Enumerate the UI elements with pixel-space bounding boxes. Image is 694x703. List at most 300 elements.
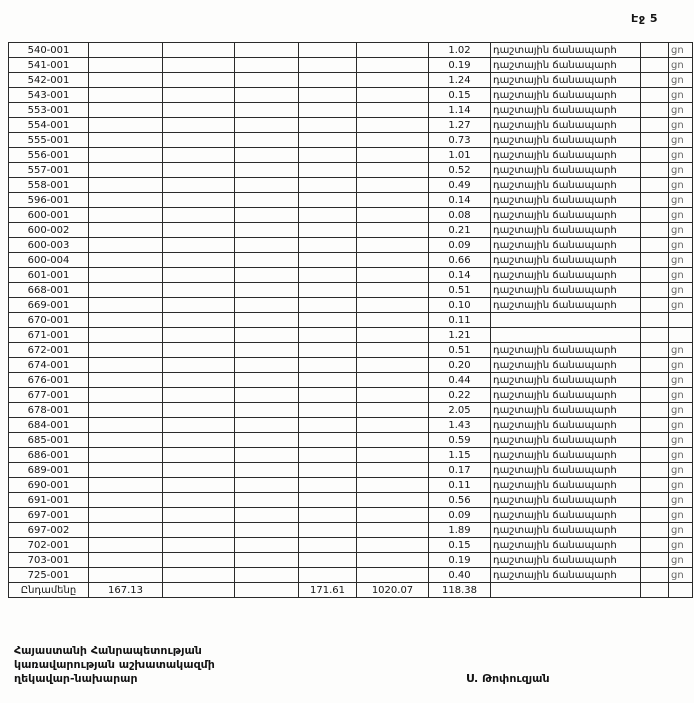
empty-cell: [163, 283, 235, 298]
margin-mark: ցո: [669, 73, 693, 88]
total-label: Ընդամենը: [9, 583, 89, 598]
empty-cell: [235, 223, 299, 238]
empty-cell: [235, 403, 299, 418]
value-cell: 0.66: [429, 253, 491, 268]
margin-mark: ցո: [669, 478, 693, 493]
table-row: [9, 433, 693, 448]
empty-cell: [89, 448, 163, 463]
empty-cell: [299, 493, 357, 508]
value-cell: 1.27: [429, 118, 491, 133]
desc-cell: դաշտային ճանապարհ: [491, 298, 641, 313]
empty-cell: [163, 133, 235, 148]
margin-mark: ցո: [669, 163, 693, 178]
table-row: [9, 343, 693, 358]
empty-cell: [163, 268, 235, 283]
empty-cell: [357, 253, 429, 268]
empty-cell: [641, 328, 669, 343]
empty-cell: [357, 388, 429, 403]
empty-cell: [235, 103, 299, 118]
empty-cell: [235, 148, 299, 163]
empty-cell: [235, 283, 299, 298]
empty-cell: [299, 373, 357, 388]
code-cell: 600-001: [9, 208, 89, 223]
margin-mark: ցո: [669, 298, 693, 313]
empty-cell: [235, 133, 299, 148]
empty-cell: [89, 313, 163, 328]
margin-mark: ցո: [669, 508, 693, 523]
value-cell: 0.11: [429, 313, 491, 328]
empty-cell: [235, 298, 299, 313]
table-row: [9, 403, 693, 418]
empty-cell: [163, 328, 235, 343]
empty-cell: [641, 313, 669, 328]
empty-cell: [357, 268, 429, 283]
desc-cell: դաշտային ճանապարհ: [491, 478, 641, 493]
empty-cell: [163, 73, 235, 88]
table-row: [9, 58, 693, 73]
value-cell: 1.02: [429, 43, 491, 58]
desc-cell: դաշտային ճանապարհ: [491, 448, 641, 463]
empty-cell: [235, 553, 299, 568]
empty-cell: [163, 178, 235, 193]
empty-cell: [641, 208, 669, 223]
empty-cell: [299, 313, 357, 328]
empty-cell: [89, 253, 163, 268]
empty-cell: [641, 163, 669, 178]
table-row: [9, 463, 693, 478]
margin-mark: ցո: [669, 418, 693, 433]
value-cell: 1.89: [429, 523, 491, 538]
empty-cell: [641, 133, 669, 148]
empty-cell: [163, 298, 235, 313]
code-cell: 542-001: [9, 73, 89, 88]
table-row: [9, 358, 693, 373]
value-cell: 0.08: [429, 208, 491, 223]
table-row: [9, 268, 693, 283]
value-cell: 0.19: [429, 58, 491, 73]
empty-cell: [641, 193, 669, 208]
empty-cell: [235, 43, 299, 58]
table-row: [9, 88, 693, 103]
code-cell: 725-001: [9, 568, 89, 583]
table-row: [9, 133, 693, 148]
empty-cell: [163, 463, 235, 478]
empty-cell: [235, 313, 299, 328]
empty-cell: [235, 493, 299, 508]
empty-cell: [89, 268, 163, 283]
code-cell: 669-001: [9, 298, 89, 313]
desc-cell: դաշտային ճանապարհ: [491, 553, 641, 568]
margin-mark: ցո: [669, 58, 693, 73]
empty-cell: [235, 523, 299, 538]
margin-mark: ցո: [669, 208, 693, 223]
code-cell: 558-001: [9, 178, 89, 193]
margin-mark: ցո: [669, 358, 693, 373]
total-col2: 167.13: [89, 583, 163, 598]
empty-cell: [163, 148, 235, 163]
code-cell: 596-001: [9, 193, 89, 208]
empty-cell: [641, 433, 669, 448]
footer-line-2: կառավարության աշխատակազմի: [14, 658, 215, 671]
empty-cell: [357, 463, 429, 478]
value-cell: 0.14: [429, 268, 491, 283]
empty-cell: [641, 373, 669, 388]
margin-mark: ցո: [669, 268, 693, 283]
desc-cell: դաշտային ճանապարհ: [491, 358, 641, 373]
empty-cell: [299, 163, 357, 178]
empty-cell: [163, 208, 235, 223]
empty-cell: [299, 463, 357, 478]
margin-mark: ցո: [669, 118, 693, 133]
empty-cell: [357, 418, 429, 433]
margin-mark: [669, 583, 693, 598]
value-cell: 0.09: [429, 238, 491, 253]
empty-cell: [641, 253, 669, 268]
desc-cell: դաշտային ճանապարհ: [491, 253, 641, 268]
margin-mark: ցո: [669, 403, 693, 418]
empty-cell: [299, 553, 357, 568]
data-table: [8, 42, 693, 598]
value-cell: 0.51: [429, 343, 491, 358]
empty-cell: [89, 43, 163, 58]
desc-cell: դաշտային ճանապարհ: [491, 538, 641, 553]
margin-mark: ցո: [669, 148, 693, 163]
empty-cell: [357, 403, 429, 418]
empty-cell: [299, 118, 357, 133]
empty-cell: [235, 508, 299, 523]
code-cell: 600-004: [9, 253, 89, 268]
value-cell: 1.15: [429, 448, 491, 463]
empty-cell: [235, 73, 299, 88]
empty-cell: [163, 193, 235, 208]
value-cell: 1.14: [429, 103, 491, 118]
code-cell: 697-002: [9, 523, 89, 538]
table-row: [9, 103, 693, 118]
empty-cell: [357, 283, 429, 298]
empty-cell: [357, 118, 429, 133]
empty-cell: [163, 388, 235, 403]
empty-cell: [299, 253, 357, 268]
empty-cell: [299, 538, 357, 553]
empty-cell: [357, 538, 429, 553]
code-cell: 691-001: [9, 493, 89, 508]
empty-cell: [163, 103, 235, 118]
empty-cell: [235, 568, 299, 583]
value-cell: 0.40: [429, 568, 491, 583]
empty-cell: [357, 298, 429, 313]
empty-cell: [89, 178, 163, 193]
empty-cell: [89, 208, 163, 223]
empty-cell: [163, 118, 235, 133]
empty-cell: [299, 58, 357, 73]
empty-cell: [89, 433, 163, 448]
margin-mark: ցո: [669, 373, 693, 388]
value-cell: 0.19: [429, 553, 491, 568]
table-row: [9, 508, 693, 523]
empty-cell: [357, 478, 429, 493]
code-cell: 541-001: [9, 58, 89, 73]
empty-cell: [89, 493, 163, 508]
empty-cell: [491, 583, 641, 598]
empty-cell: [357, 343, 429, 358]
desc-cell: դաշտային ճանապարհ: [491, 43, 641, 58]
empty-cell: [299, 478, 357, 493]
code-cell: 670-001: [9, 313, 89, 328]
empty-cell: [357, 208, 429, 223]
empty-cell: [235, 88, 299, 103]
code-cell: 554-001: [9, 118, 89, 133]
empty-cell: [641, 73, 669, 88]
code-cell: 600-003: [9, 238, 89, 253]
table-row: [9, 373, 693, 388]
empty-cell: [235, 238, 299, 253]
empty-cell: [357, 163, 429, 178]
empty-cell: [89, 478, 163, 493]
empty-cell: [357, 448, 429, 463]
empty-cell: [163, 493, 235, 508]
code-cell: 674-001: [9, 358, 89, 373]
desc-cell: դաշտային ճանապարհ: [491, 223, 641, 238]
empty-cell: [89, 508, 163, 523]
empty-cell: [641, 298, 669, 313]
margin-mark: ցո: [669, 553, 693, 568]
page-number: Էջ 5: [631, 12, 658, 25]
empty-cell: [163, 538, 235, 553]
empty-cell: [641, 58, 669, 73]
empty-cell: [641, 43, 669, 58]
desc-cell: դաշտային ճանապարհ: [491, 373, 641, 388]
empty-cell: [641, 103, 669, 118]
desc-cell: դաշտային ճանապարհ: [491, 343, 641, 358]
code-cell: 678-001: [9, 403, 89, 418]
empty-cell: [163, 253, 235, 268]
empty-cell: [641, 178, 669, 193]
value-cell: 1.24: [429, 73, 491, 88]
table-row: [9, 523, 693, 538]
empty-cell: [235, 208, 299, 223]
empty-cell: [357, 568, 429, 583]
desc-cell: դաշտային ճանապարհ: [491, 58, 641, 73]
empty-cell: [357, 328, 429, 343]
empty-cell: [163, 43, 235, 58]
code-cell: 556-001: [9, 148, 89, 163]
margin-mark: ցո: [669, 253, 693, 268]
empty-cell: [235, 418, 299, 433]
empty-cell: [299, 523, 357, 538]
empty-cell: [89, 73, 163, 88]
desc-cell: դաշտային ճանապարհ: [491, 133, 641, 148]
empty-cell: [89, 523, 163, 538]
code-cell: 684-001: [9, 418, 89, 433]
empty-cell: [89, 223, 163, 238]
table-row: [9, 283, 693, 298]
code-cell: 703-001: [9, 553, 89, 568]
desc-cell: դաշտային ճանապարհ: [491, 403, 641, 418]
empty-cell: [357, 358, 429, 373]
desc-cell: դաշտային ճանապարհ: [491, 433, 641, 448]
desc-cell: դաշտային ճանապարհ: [491, 163, 641, 178]
empty-cell: [163, 403, 235, 418]
table-row: [9, 208, 693, 223]
empty-cell: [641, 478, 669, 493]
empty-cell: [641, 463, 669, 478]
empty-cell: [235, 328, 299, 343]
margin-mark: ցո: [669, 493, 693, 508]
empty-cell: [235, 478, 299, 493]
value-cell: 0.52: [429, 163, 491, 178]
code-cell: 557-001: [9, 163, 89, 178]
table-row: [9, 478, 693, 493]
empty-cell: [641, 568, 669, 583]
code-cell: 601-001: [9, 268, 89, 283]
empty-cell: [357, 133, 429, 148]
empty-cell: [163, 343, 235, 358]
empty-cell: [163, 223, 235, 238]
empty-cell: [299, 73, 357, 88]
margin-mark: ցո: [669, 448, 693, 463]
empty-cell: [299, 88, 357, 103]
desc-cell: դաշտային ճանապարհ: [491, 208, 641, 223]
empty-cell: [235, 193, 299, 208]
table-footer: [9, 583, 693, 598]
empty-cell: [235, 253, 299, 268]
value-cell: 0.10: [429, 298, 491, 313]
margin-mark: ցո: [669, 283, 693, 298]
empty-cell: [89, 373, 163, 388]
empty-cell: [357, 43, 429, 58]
table-row: [9, 238, 693, 253]
empty-cell: [235, 388, 299, 403]
empty-cell: [235, 463, 299, 478]
value-cell: 0.11: [429, 478, 491, 493]
empty-cell: [235, 448, 299, 463]
empty-cell: [299, 208, 357, 223]
value-cell: 0.22: [429, 388, 491, 403]
margin-mark: ցո: [669, 343, 693, 358]
code-cell: 676-001: [9, 373, 89, 388]
empty-cell: [357, 88, 429, 103]
table-row: [9, 223, 693, 238]
total-row: [9, 583, 693, 598]
desc-cell: դաշտային ճանապարհ: [491, 388, 641, 403]
desc-cell: դաշտային ճանապարհ: [491, 493, 641, 508]
empty-cell: [641, 268, 669, 283]
margin-mark: ցո: [669, 523, 693, 538]
empty-cell: [89, 58, 163, 73]
table-row: [9, 538, 693, 553]
empty-cell: [163, 163, 235, 178]
table-row: [9, 568, 693, 583]
empty-cell: [641, 148, 669, 163]
empty-cell: [163, 58, 235, 73]
empty-cell: [357, 238, 429, 253]
code-cell: 677-001: [9, 388, 89, 403]
empty-cell: [299, 328, 357, 343]
desc-cell: դաշտային ճանապարհ: [491, 73, 641, 88]
value-cell: 0.17: [429, 463, 491, 478]
code-cell: 686-001: [9, 448, 89, 463]
table-body: [9, 43, 693, 583]
desc-cell: դաշտային ճանապարհ: [491, 148, 641, 163]
margin-mark: ցո: [669, 568, 693, 583]
empty-cell: [357, 178, 429, 193]
empty-cell: [299, 568, 357, 583]
empty-cell: [163, 313, 235, 328]
value-cell: 1.43: [429, 418, 491, 433]
empty-cell: [299, 103, 357, 118]
empty-cell: [641, 448, 669, 463]
total-col6: 1020.07: [357, 583, 429, 598]
empty-cell: [641, 583, 669, 598]
empty-cell: [641, 283, 669, 298]
signature-name: Ս. Թոփուզյան: [466, 672, 550, 685]
empty-cell: [235, 163, 299, 178]
empty-cell: [641, 88, 669, 103]
table-row: [9, 193, 693, 208]
value-cell: 0.15: [429, 88, 491, 103]
desc-cell: դաշտային ճանապարհ: [491, 88, 641, 103]
table-row: [9, 148, 693, 163]
empty-cell: [357, 493, 429, 508]
margin-mark: ցո: [669, 388, 693, 403]
empty-cell: [89, 103, 163, 118]
empty-cell: [299, 403, 357, 418]
empty-cell: [89, 238, 163, 253]
code-cell: 697-001: [9, 508, 89, 523]
desc-cell: դաշտային ճանապարհ: [491, 268, 641, 283]
value-cell: 0.21: [429, 223, 491, 238]
margin-mark: ցո: [669, 43, 693, 58]
value-cell: 0.56: [429, 493, 491, 508]
table-row: [9, 298, 693, 313]
empty-cell: [89, 418, 163, 433]
empty-cell: [163, 88, 235, 103]
table-row: [9, 43, 693, 58]
empty-cell: [163, 448, 235, 463]
value-cell: 1.01: [429, 148, 491, 163]
empty-cell: [89, 358, 163, 373]
empty-cell: [641, 358, 669, 373]
desc-cell: դաշտային ճանապարհ: [491, 178, 641, 193]
empty-cell: [299, 433, 357, 448]
empty-cell: [163, 568, 235, 583]
code-cell: 689-001: [9, 463, 89, 478]
empty-cell: [357, 193, 429, 208]
margin-mark: ցո: [669, 103, 693, 118]
empty-cell: [163, 358, 235, 373]
code-cell: 553-001: [9, 103, 89, 118]
table-row: [9, 388, 693, 403]
empty-cell: [299, 358, 357, 373]
desc-cell: [491, 313, 641, 328]
table-row: [9, 73, 693, 88]
empty-cell: [235, 58, 299, 73]
value-cell: 0.44: [429, 373, 491, 388]
margin-mark: [669, 328, 693, 343]
table-row: [9, 493, 693, 508]
table-row: [9, 163, 693, 178]
empty-cell: [357, 58, 429, 73]
margin-mark: ցո: [669, 538, 693, 553]
table-row: [9, 328, 693, 343]
empty-cell: [89, 568, 163, 583]
empty-cell: [641, 223, 669, 238]
desc-cell: դաշտային ճանապարհ: [491, 103, 641, 118]
empty-cell: [89, 118, 163, 133]
table-row: [9, 418, 693, 433]
margin-mark: [669, 313, 693, 328]
empty-cell: [163, 583, 235, 598]
